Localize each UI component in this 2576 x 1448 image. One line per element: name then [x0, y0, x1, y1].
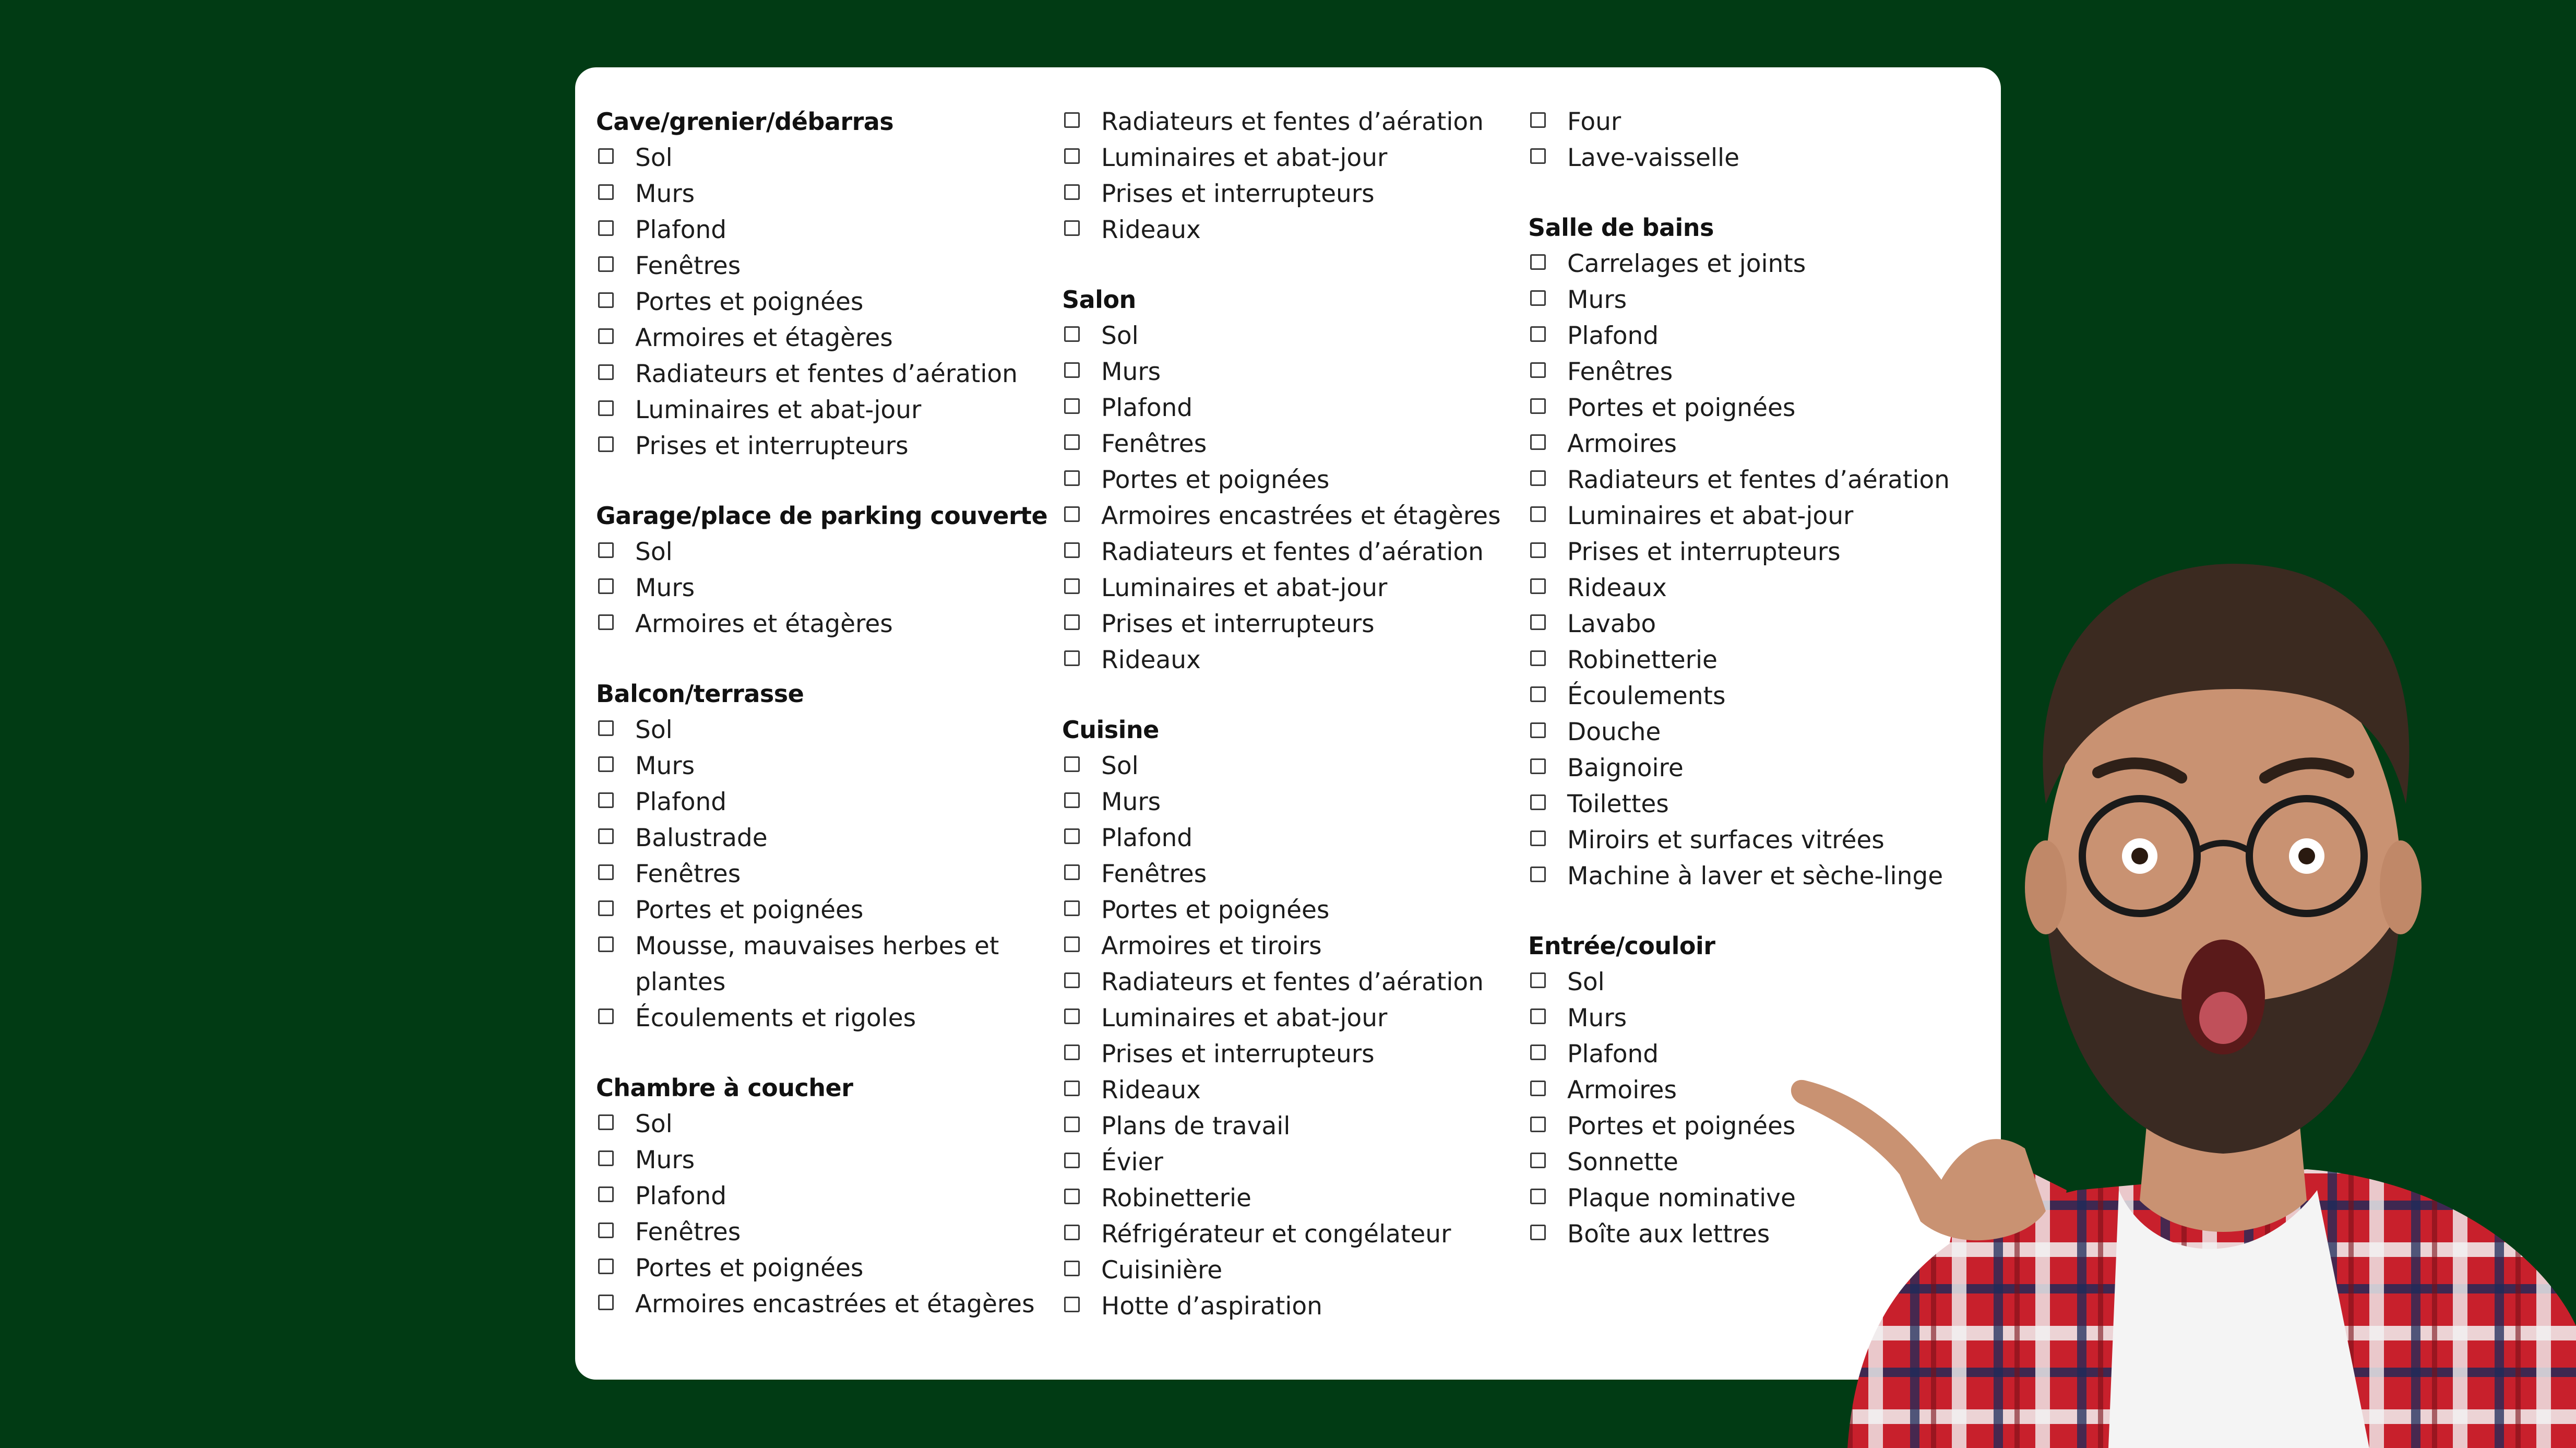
section-title: Garage/place de parking couverte — [596, 502, 1048, 530]
checklist-item-label: Portes et poignées — [635, 288, 864, 316]
checklist-item[interactable] — [596, 820, 1045, 856]
checklist-item[interactable] — [1062, 1000, 1511, 1036]
checklist-section-salon — [1062, 282, 1511, 678]
checkbox[interactable] — [1530, 1225, 1546, 1240]
checklist-item-label: Prises et interrupteurs — [1101, 610, 1375, 638]
checkbox[interactable] — [1530, 1189, 1546, 1204]
checklist-item-label: Hotte d’aspiration — [1101, 1292, 1322, 1321]
checklist-item[interactable] — [1062, 318, 1511, 354]
checklist-item[interactable] — [1062, 892, 1511, 928]
checklist-item-label: Luminaires et abat-jour — [1101, 144, 1388, 172]
checklist-item[interactable] — [1062, 1036, 1511, 1072]
checklist-item-label: Portes et poignées — [635, 1254, 864, 1283]
checklist-item-label: Rideaux — [1101, 1076, 1201, 1105]
checklist-item[interactable] — [596, 534, 1045, 570]
checklist-item[interactable] — [1062, 1252, 1511, 1288]
checklist-item[interactable] — [1062, 104, 1511, 140]
checkbox[interactable] — [1530, 1008, 1546, 1024]
checklist-column-2 — [1062, 104, 1511, 1324]
checklist-item-label: Lavabo — [1567, 610, 1656, 638]
checklist-item-label: Baignoire — [1567, 754, 1684, 782]
checklist-item-label: Plafond — [1101, 824, 1193, 852]
checklist-item-label: Luminaires et abat-jour — [1567, 502, 1854, 530]
checklist-item-label: Radiateurs et fentes d’aération — [1567, 466, 1950, 494]
checklist-item-label: Prises et interrupteurs — [1101, 1040, 1375, 1069]
surprised-man-pointing-icon — [1785, 407, 2576, 1448]
checkbox[interactable] — [1064, 326, 1080, 342]
checkbox[interactable] — [598, 292, 614, 308]
section-title: Cuisine — [1062, 716, 1159, 744]
section-title: Cave/grenier/débarras — [596, 108, 894, 136]
checklist-item-label: Carrelages et joints — [1567, 250, 1806, 278]
checklist-item[interactable] — [1062, 606, 1511, 642]
checklist-item-label: Radiateurs et fentes d’aération — [1101, 968, 1484, 996]
checkbox[interactable] — [598, 828, 614, 844]
checklist-item[interactable] — [596, 1142, 1045, 1178]
checklist-section-continued — [1062, 104, 1511, 248]
checklist-item-label: Fenêtres — [635, 1218, 741, 1247]
checklist-item-label: Murs — [1567, 286, 1627, 314]
checklist-item[interactable] — [596, 212, 1045, 248]
checkbox[interactable] — [1530, 1153, 1546, 1168]
checklist-item-label: Robinetterie — [1567, 646, 1718, 674]
checkbox[interactable] — [1530, 542, 1546, 558]
checkbox[interactable] — [1064, 1045, 1080, 1060]
checkbox[interactable] — [1530, 434, 1546, 450]
checkbox[interactable] — [598, 756, 614, 772]
checklist-item-label: Plafond — [1567, 322, 1659, 350]
checklist-item-label: Sol — [635, 1110, 673, 1138]
checkbox[interactable] — [1064, 792, 1080, 808]
checklist-item[interactable] — [596, 284, 1045, 320]
checklist-item[interactable] — [1062, 390, 1511, 426]
checkbox[interactable] — [598, 1223, 614, 1238]
checklist-section-continued — [1528, 104, 1977, 176]
checklist-item-label: Portes et poignées — [1101, 896, 1330, 924]
checkbox[interactable] — [1064, 650, 1080, 666]
checklist-item[interactable] — [596, 1286, 1045, 1322]
checklist-item-label: Sol — [635, 144, 673, 172]
checkbox[interactable] — [1530, 722, 1546, 738]
checkbox[interactable] — [598, 900, 614, 916]
checklist-item-label: Murs — [635, 574, 695, 602]
checklist-item-label: Armoires — [1567, 430, 1677, 458]
checklist-section-balcon-terrasse — [596, 676, 1045, 1036]
checklist-item-label: Prises et interrupteurs — [635, 432, 909, 460]
checkbox[interactable] — [598, 220, 614, 236]
checklist-item-label: Luminaires et abat-jour — [1101, 574, 1388, 602]
checkbox[interactable] — [1064, 756, 1080, 772]
checkbox[interactable] — [598, 1259, 614, 1274]
checklist-item-label: Boîte aux lettres — [1567, 1220, 1770, 1249]
checklist-item[interactable] — [1062, 426, 1511, 462]
checkbox[interactable] — [1064, 542, 1080, 558]
checkbox[interactable] — [598, 1114, 614, 1130]
checklist-item[interactable] — [596, 928, 1021, 1000]
checklist-item-label: Portes et poignées — [1101, 466, 1330, 494]
checkbox[interactable] — [1530, 112, 1546, 128]
checklist-item-label: Murs — [635, 1146, 695, 1174]
checkbox[interactable] — [598, 184, 614, 200]
checkbox[interactable] — [1064, 1225, 1080, 1240]
checkbox[interactable] — [1530, 614, 1546, 630]
checklist-item-label: Plafond — [635, 216, 727, 244]
checklist-item[interactable] — [1528, 104, 1977, 140]
checkbox[interactable] — [598, 720, 614, 736]
checkbox[interactable] — [1530, 254, 1546, 270]
checklist-item-label: Portes et poignées — [635, 896, 864, 924]
checkbox[interactable] — [1064, 1189, 1080, 1204]
checkbox[interactable] — [1530, 867, 1546, 882]
checklist-item-label: Douche — [1567, 718, 1661, 746]
checklist-item[interactable] — [1528, 282, 1977, 318]
checklist-item-label: Plaque nominative — [1567, 1184, 1796, 1213]
checkbox[interactable] — [598, 864, 614, 880]
checkbox[interactable] — [1064, 112, 1080, 128]
checklist-item-label: Écoulements — [1567, 682, 1726, 710]
checklist-item-label: Armoires encastrées et étagères — [635, 1290, 1035, 1319]
checklist-item-label: Plafond — [635, 1182, 727, 1210]
checkbox[interactable] — [1530, 686, 1546, 702]
checklist-item[interactable] — [1528, 354, 1977, 390]
checklist-items — [596, 1106, 1045, 1322]
checklist-item-label: Luminaires et abat-jour — [1101, 1004, 1388, 1032]
checklist-items — [596, 140, 1045, 464]
checkbox[interactable] — [1064, 470, 1080, 486]
checkbox[interactable] — [1064, 1297, 1080, 1312]
checkbox[interactable] — [1064, 506, 1080, 522]
checklist-item[interactable] — [596, 356, 1045, 392]
checkbox[interactable] — [598, 614, 614, 630]
checklist-items — [1062, 318, 1511, 678]
checklist-item-label: Cuisinière — [1101, 1256, 1223, 1285]
checklist-section-cave-grenier-debarras — [596, 104, 1045, 464]
checklist-item-label: Fenêtres — [635, 860, 741, 888]
checklist-item[interactable] — [596, 892, 1045, 928]
checklist-item[interactable] — [596, 1250, 1045, 1286]
checklist-items — [1528, 104, 1977, 176]
checkbox[interactable] — [598, 364, 614, 380]
checklist-item[interactable] — [1062, 856, 1511, 892]
checklist-item[interactable] — [1062, 642, 1511, 678]
checklist-item[interactable] — [1062, 748, 1511, 784]
checklist-item[interactable] — [1062, 1180, 1511, 1216]
checklist-item[interactable] — [596, 1214, 1045, 1250]
checkbox[interactable] — [598, 1150, 614, 1166]
checklist-item-label: Mousse, mauvaises herbes et plantes — [635, 932, 999, 996]
checklist-item[interactable] — [596, 712, 1045, 748]
checkbox[interactable] — [1064, 828, 1080, 844]
checkbox[interactable] — [1064, 936, 1080, 952]
checklist-item[interactable] — [1062, 1108, 1511, 1144]
checklist-item-label: Sol — [1101, 322, 1139, 350]
checkbox[interactable] — [1530, 470, 1546, 486]
checkbox[interactable] — [598, 256, 614, 272]
checkbox[interactable] — [1530, 794, 1546, 810]
checkbox[interactable] — [1064, 1153, 1080, 1168]
checklist-item-label: Fenêtres — [635, 252, 741, 280]
checkbox[interactable] — [1530, 398, 1546, 414]
checklist-item-label: Radiateurs et fentes d’aération — [1101, 538, 1484, 566]
checklist-item[interactable] — [596, 140, 1045, 176]
checklist-item-label: Fenêtres — [1101, 860, 1207, 888]
checkbox[interactable] — [598, 792, 614, 808]
section-title: Salle de bains — [1528, 213, 1714, 242]
checkbox[interactable] — [598, 936, 614, 952]
checklist-item-label: Sol — [1567, 968, 1605, 996]
checkbox[interactable] — [598, 1008, 614, 1024]
checklist-item-label: Fenêtres — [1101, 430, 1207, 458]
checklist-item[interactable] — [596, 1000, 1045, 1036]
checkbox[interactable] — [1064, 434, 1080, 450]
checklist-item-label: Armoires et tiroirs — [1101, 932, 1322, 960]
checkbox[interactable] — [598, 1295, 614, 1310]
checkbox[interactable] — [598, 1186, 614, 1202]
checklist-item-label: Armoires et étagères — [635, 324, 893, 352]
checkbox[interactable] — [1530, 758, 1546, 774]
checklist-item-label: Évier — [1101, 1148, 1163, 1177]
checklist-items — [1062, 748, 1511, 1324]
checklist-item-label: Robinetterie — [1101, 1184, 1251, 1213]
checklist-item-label: Sol — [1101, 752, 1139, 780]
checklist-section-chambre-a-coucher — [596, 1070, 1045, 1322]
checklist-item-label: Prises et interrupteurs — [1567, 538, 1841, 566]
checklist-item[interactable] — [596, 176, 1045, 212]
checklist-item[interactable] — [1062, 212, 1511, 248]
checkbox[interactable] — [1530, 506, 1546, 522]
checklist-item-label: Murs — [1567, 1004, 1627, 1032]
checklist-item[interactable] — [596, 784, 1045, 820]
checklist-item[interactable] — [596, 570, 1045, 606]
checkbox[interactable] — [598, 578, 614, 594]
checklist-item-label: Portes et poignées — [1567, 1112, 1796, 1141]
checkbox[interactable] — [1064, 1008, 1080, 1024]
section-title: Entrée/couloir — [1528, 932, 1715, 960]
checklist-item[interactable] — [1062, 820, 1511, 856]
checkbox[interactable] — [598, 148, 614, 164]
checklist-item[interactable] — [1062, 1288, 1511, 1324]
checkbox[interactable] — [1064, 1117, 1080, 1132]
checklist-item[interactable] — [1062, 570, 1511, 606]
checkbox[interactable] — [598, 400, 614, 416]
checklist-item-label: Murs — [635, 752, 695, 780]
checkbox[interactable] — [1064, 1261, 1080, 1276]
checkbox[interactable] — [1064, 614, 1080, 630]
checkbox[interactable] — [1530, 148, 1546, 164]
checkbox[interactable] — [598, 328, 614, 344]
checklist-item[interactable] — [1528, 140, 1977, 176]
checklist-item-label: Machine à laver et sèche-linge — [1567, 862, 1943, 891]
checklist-item-label: Sol — [635, 538, 673, 566]
checklist-item-label: Lave-vaisselle — [1567, 144, 1740, 172]
checkbox[interactable] — [1530, 972, 1546, 988]
section-title: Balcon/terrasse — [596, 680, 804, 708]
checklist-item-label: Prises et interrupteurs — [1101, 180, 1375, 208]
checklist-items — [596, 712, 1045, 1036]
checkbox[interactable] — [1064, 900, 1080, 916]
checkbox[interactable] — [1530, 326, 1546, 342]
checklist-item-label: Armoires — [1567, 1076, 1677, 1105]
checklist-item[interactable] — [1062, 354, 1511, 390]
checklist-item-label: Toilettes — [1567, 790, 1669, 818]
checkbox[interactable] — [1064, 864, 1080, 880]
checklist-item-label: Portes et poignées — [1567, 394, 1796, 422]
checkbox[interactable] — [1530, 1117, 1546, 1132]
checklist-item[interactable] — [596, 428, 1045, 464]
checkbox[interactable] — [1530, 650, 1546, 666]
checklist-item[interactable] — [1062, 1144, 1511, 1180]
checkbox[interactable] — [598, 542, 614, 558]
checklist-item-label: Balustrade — [635, 824, 768, 852]
checklist-item[interactable] — [596, 320, 1045, 356]
checklist-item[interactable] — [596, 606, 1045, 642]
checklist-item-label: Miroirs et surfaces vitrées — [1567, 826, 1885, 854]
checkbox[interactable] — [1064, 184, 1080, 200]
checklist-item-label: Plafond — [1567, 1040, 1659, 1069]
section-title: Salon — [1062, 286, 1136, 314]
checkbox[interactable] — [1530, 290, 1546, 306]
checklist-item[interactable] — [1062, 140, 1511, 176]
checklist-item-label: Luminaires et abat-jour — [635, 396, 922, 424]
checkbox[interactable] — [1530, 1081, 1546, 1096]
checkbox[interactable] — [1530, 578, 1546, 594]
checklist-item[interactable] — [1062, 176, 1511, 212]
checklist-item-label: Réfrigérateur et congélateur — [1101, 1220, 1451, 1249]
checklist-item[interactable] — [1062, 462, 1511, 498]
checklist-item-label: Four — [1567, 108, 1621, 136]
checkbox[interactable] — [1530, 1045, 1546, 1060]
checklist-item[interactable] — [1062, 964, 1511, 1000]
checklist-item-label: Écoulements et rigoles — [635, 1004, 916, 1032]
checklist-item-label: Armoires et étagères — [635, 610, 893, 638]
checklist-item-label: Sonnette — [1567, 1148, 1678, 1177]
checklist-item[interactable] — [1528, 246, 1977, 282]
checklist-item[interactable] — [596, 748, 1045, 784]
checklist-item[interactable] — [596, 392, 1045, 428]
checklist-item[interactable] — [1062, 784, 1511, 820]
checklist-item-label: Plans de travail — [1101, 1112, 1291, 1141]
checklist-item-label: Armoires encastrées et étagères — [1101, 502, 1501, 530]
checklist-item[interactable] — [596, 856, 1045, 892]
checklist-item-label: Rideaux — [1567, 574, 1667, 602]
checkbox[interactable] — [1064, 972, 1080, 988]
checklist-item[interactable] — [1062, 928, 1511, 964]
checkbox[interactable] — [1530, 830, 1546, 846]
checklist-section-garage-place-de-parking-couverte — [596, 498, 1048, 642]
checkbox[interactable] — [1064, 398, 1080, 414]
checklist-item-label: Rideaux — [1101, 216, 1201, 244]
checkbox[interactable] — [1064, 578, 1080, 594]
checklist-item[interactable] — [1062, 1216, 1511, 1252]
checkbox[interactable] — [1064, 220, 1080, 236]
section-title: Chambre à coucher — [596, 1074, 853, 1102]
checklist-item-label: Plafond — [1101, 394, 1193, 422]
checkbox[interactable] — [1064, 1081, 1080, 1096]
checklist-item[interactable] — [596, 248, 1045, 284]
checklist-item-label: Murs — [635, 180, 695, 208]
checklist-item-label: Radiateurs et fentes d’aération — [1101, 108, 1484, 136]
checkbox[interactable] — [1064, 362, 1080, 378]
checklist-item-label: Sol — [635, 716, 673, 744]
checklist-item-label: Murs — [1101, 788, 1161, 816]
checklist-item-label: Radiateurs et fentes d’aération — [635, 360, 1018, 388]
checkbox[interactable] — [1064, 148, 1080, 164]
checklist-item[interactable] — [1062, 498, 1511, 534]
checklist-item-label: Fenêtres — [1567, 358, 1673, 386]
checklist-item[interactable] — [596, 1178, 1045, 1214]
checklist-items — [1062, 104, 1511, 248]
checkbox[interactable] — [1530, 362, 1546, 378]
checklist-items — [596, 534, 1045, 642]
checklist-item-label: Murs — [1101, 358, 1161, 386]
checklist-column-1 — [596, 104, 1048, 1322]
checklist-item-label: Rideaux — [1101, 646, 1201, 674]
checklist-item[interactable] — [1528, 318, 1977, 354]
checklist-item[interactable] — [1062, 534, 1511, 570]
checklist-item[interactable] — [596, 1106, 1045, 1142]
checklist-section-cuisine — [1062, 712, 1511, 1324]
checklist-item[interactable] — [1062, 1072, 1511, 1108]
checklist-item-label: Plafond — [635, 788, 727, 816]
checkbox[interactable] — [598, 436, 614, 452]
